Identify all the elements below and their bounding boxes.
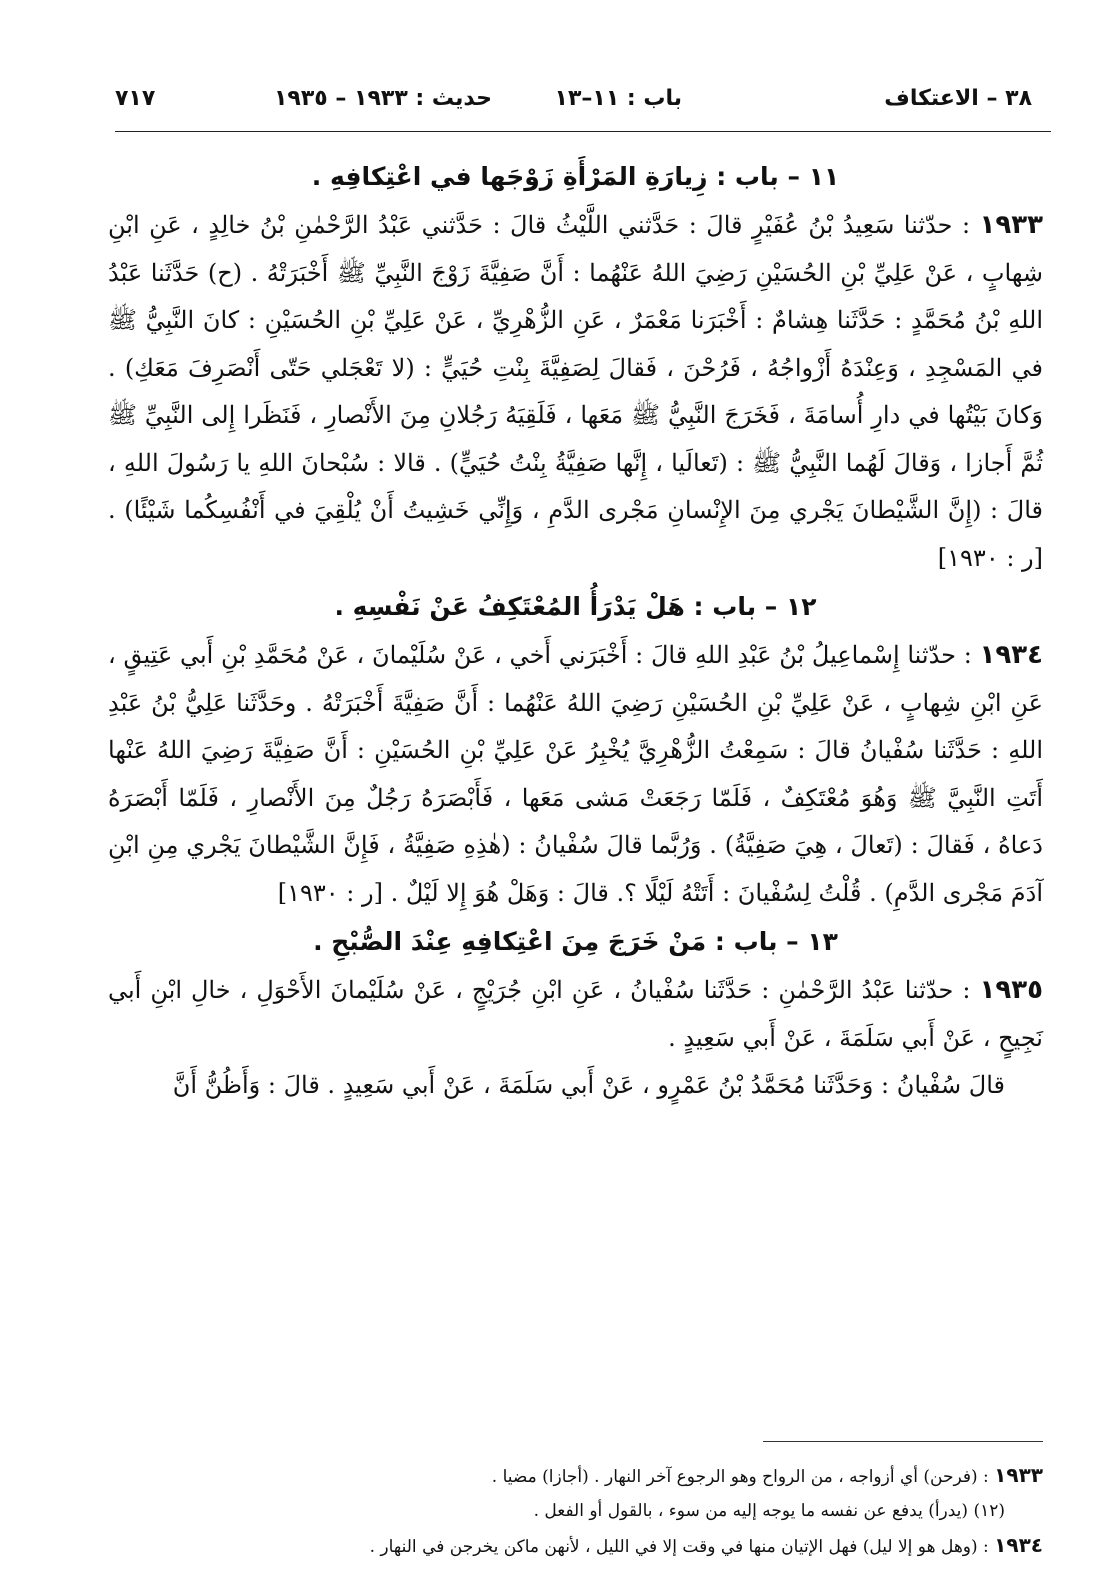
- header-divider: [115, 131, 1051, 132]
- page-number: ٧١٧: [115, 86, 156, 111]
- hadith-1934: [108, 632, 1043, 917]
- footnote: [108, 1528, 1043, 1564]
- hadith-number: ١٩٣٣: [979, 210, 1043, 240]
- footnotes: [108, 1458, 1043, 1564]
- footnote-divider: [763, 1441, 1043, 1442]
- hadith-number: ١٩٣٤: [979, 640, 1043, 670]
- hadith-text: : حدّثنا عَبْدُ الرَّحْمٰنِ : حَدَّثَنا سُفْيانُ ، عَنِ ابْنِ جُرَيْجٍ ، عَنْ سُلَيْمانَ الأَحْوَلِ ، خالِ ابْنِ أَبي نَجِيحٍ ، عَنْ أَبي سَلَمَةَ ، عَنْ أَبي سَعِيدٍ .: [108, 976, 1043, 1052]
- section-heading-12: ١٢ – باب : هَلْ يَدْرَأُ المُعْتَكِفُ عَنْ نَفْسِهِ .: [334, 592, 817, 621]
- bab-range: باب : ١١–١٣: [554, 86, 682, 111]
- hadith-1935-continuation: قالَ سُفْيانُ : وَحَدَّثَنا مُحَمَّدُ بْنُ عَمْرٍو ، عَنْ أَبي سَلَمَةَ ، عَنْ أَبي سَعِيدٍ . قالَ : وَأَظُنُّ أَنَّ: [172, 1071, 1005, 1099]
- footnote-text: : (وهل هو إلا ليل) فهل الإتيان منها في وقت إلا في الليل ، لأنهن ماكن يخرجن في النهار .: [369, 1537, 995, 1557]
- footnote-text: (١٢) (يدرأ) يدفع عن نفسه ما يوجه إليه من سوء ، بالقول أو الفعل .: [533, 1501, 1005, 1521]
- footnote-number: ١٩٣٣: [994, 1463, 1043, 1487]
- hadith-text: : حدّثنا إِسْماعِيلُ بْنُ عَبْدِ اللهِ قالَ : أَخْبَرَني أَخي ، عَنْ سُلَيْمانَ ، عَنْ مُحَمَّدِ بْنِ أَبي عَتِيقٍ ، عَنِ ابْنِ شِهابٍ ، عَنْ عَلِيِّ بْنِ الحُسَيْنِ رَضِيَ اللهُ عَنْهُما : أَنَّ صَفِيَّةَ أَخْبَرَتْهُ . وحَدَّثَنا عَلِيُّ بْنُ عَبْدِ اللهِ : حَدَّثَنا سُفْيانُ قالَ : سَمِعْتُ الزُّهْرِيَّ يُخْبِرُ عَنْ عَلِيِّ بْنِ الحُسَيْنِ : أَنَّ صَفِيَّةَ رَضِيَ اللهُ عَنْها أَتَتِ النَّبِيَّ ﷺ وَهُوَ مُعْتَكِفٌ ، فَلَمّا رَجَعَتْ مَشى مَعَها ، فَأَبْصَرَهُ رَجُلٌ مِنَ الأَنْصارِ ، فَلَمّا أَبْصَرَهُ دَعاهُ ، فَقالَ : (تَعالَ ، هِيَ صَفِيَّةُ) . وَرُبَّما قالَ سُفْيانُ : (هٰذِهِ صَفِيَّةُ ، فَإِنَّ الشَّيْطانَ يَجْري مِنِ ابْنِ آدَمَ مَجْرى الدَّمِ) . قُلْتُ لِسُفْيانَ : أَتَتْهُ لَيْلًا ؟. قالَ : وَهَلْ هُوَ إِلا لَيْلٌ . [ر : ١٩٣٠]: [108, 641, 1043, 907]
- section-heading-13: ١٣ – باب : مَنْ خَرَجَ مِنَ اعْتِكافِهِ عِنْدَ الصُّبْحِ .: [313, 927, 838, 956]
- running-header: [115, 80, 1032, 120]
- footnote: [108, 1494, 1043, 1528]
- chapter-title: ٣٨ – الاعتكاف: [884, 86, 1032, 111]
- hadith-text: : حدّثنا سَعِيدُ بْنُ عُفَيْرٍ قالَ : حَدَّثني اللَّيْثُ قالَ : حَدَّثني عَبْدُ الرَّحْمٰنِ بْنُ خالِدٍ ، عَنِ ابْنِ شِهابٍ ، عَنْ عَلِيِّ بْنِ الحُسَيْنِ رَضِيَ اللهُ عَنْهُما : أَنَّ صَفِيَّةَ زَوْجَ النَّبِيِّ ﷺ أَخْبَرَتْهُ . (ح) حَدَّثَنا عَبْدُ اللهِ بْنُ مُحَمَّدٍ : حَدَّثَنا هِشامٌ : أَخْبَرَنا مَعْمَرٌ ، عَنِ الزُّهْرِيِّ ، عَنْ عَلِيِّ بْنِ الحُسَيْنِ : كانَ النَّبِيُّ ﷺ في المَسْجِدِ ، وَعِنْدَهُ أَزْواجُهُ ، فَرُحْنَ ، فَقالَ لِصَفِيَّةَ بِنْتِ حُيَيٍّ : (لا تَعْجَلي حَتّى أَنْصَرِفَ مَعَكِ) . وَكانَ بَيْتُها في دارِ أُسامَةَ ، فَخَرَجَ النَّبِيُّ ﷺ مَعَها ، فَلَقِيَهُ رَجُلانِ مِنَ الأَنْصارِ ، فَنَظَرا إِلى النَّبِيِّ ﷺ ثُمَّ أَجازا ، وَقالَ لَهُما النَّبِيُّ ﷺ : (تَعالَيا ، إِنَّها صَفِيَّةُ بِنْتُ حُيَيٍّ) . قالا : سُبْحانَ اللهِ يا رَسُولَ اللهِ ، قالَ : (إِنَّ الشَّيْطانَ يَجْري مِنَ الإِنْسانِ مَجْرى الدَّمِ ، وَإِنِّي خَشِيتُ أَنْ يُلْقِيَ في أَنْفُسِكُما شَيْئًا) . [ر : ١٩٣٠]: [108, 211, 1043, 572]
- hadith-number: ١٩٣٥: [979, 975, 1043, 1005]
- footnote-text: : (فرحن) أي أزواجه ، من الرواح وهو الرجوع آخر النهار . (أجازا) مضيا .: [491, 1467, 995, 1487]
- footnote: [108, 1458, 1043, 1494]
- main-text: [108, 152, 1043, 1110]
- hadith-1935: [108, 967, 1043, 1062]
- section-heading-11: ١١ – باب : زِيارَةِ المَرْأَةِ زَوْجَها في اعْتِكافِهِ .: [311, 162, 840, 191]
- footnote-number: ١٩٣٤: [994, 1533, 1043, 1557]
- hadith-1933: [108, 202, 1043, 582]
- hadith-range: حديث : ١٩٣٣ – ١٩٣٥: [274, 86, 492, 111]
